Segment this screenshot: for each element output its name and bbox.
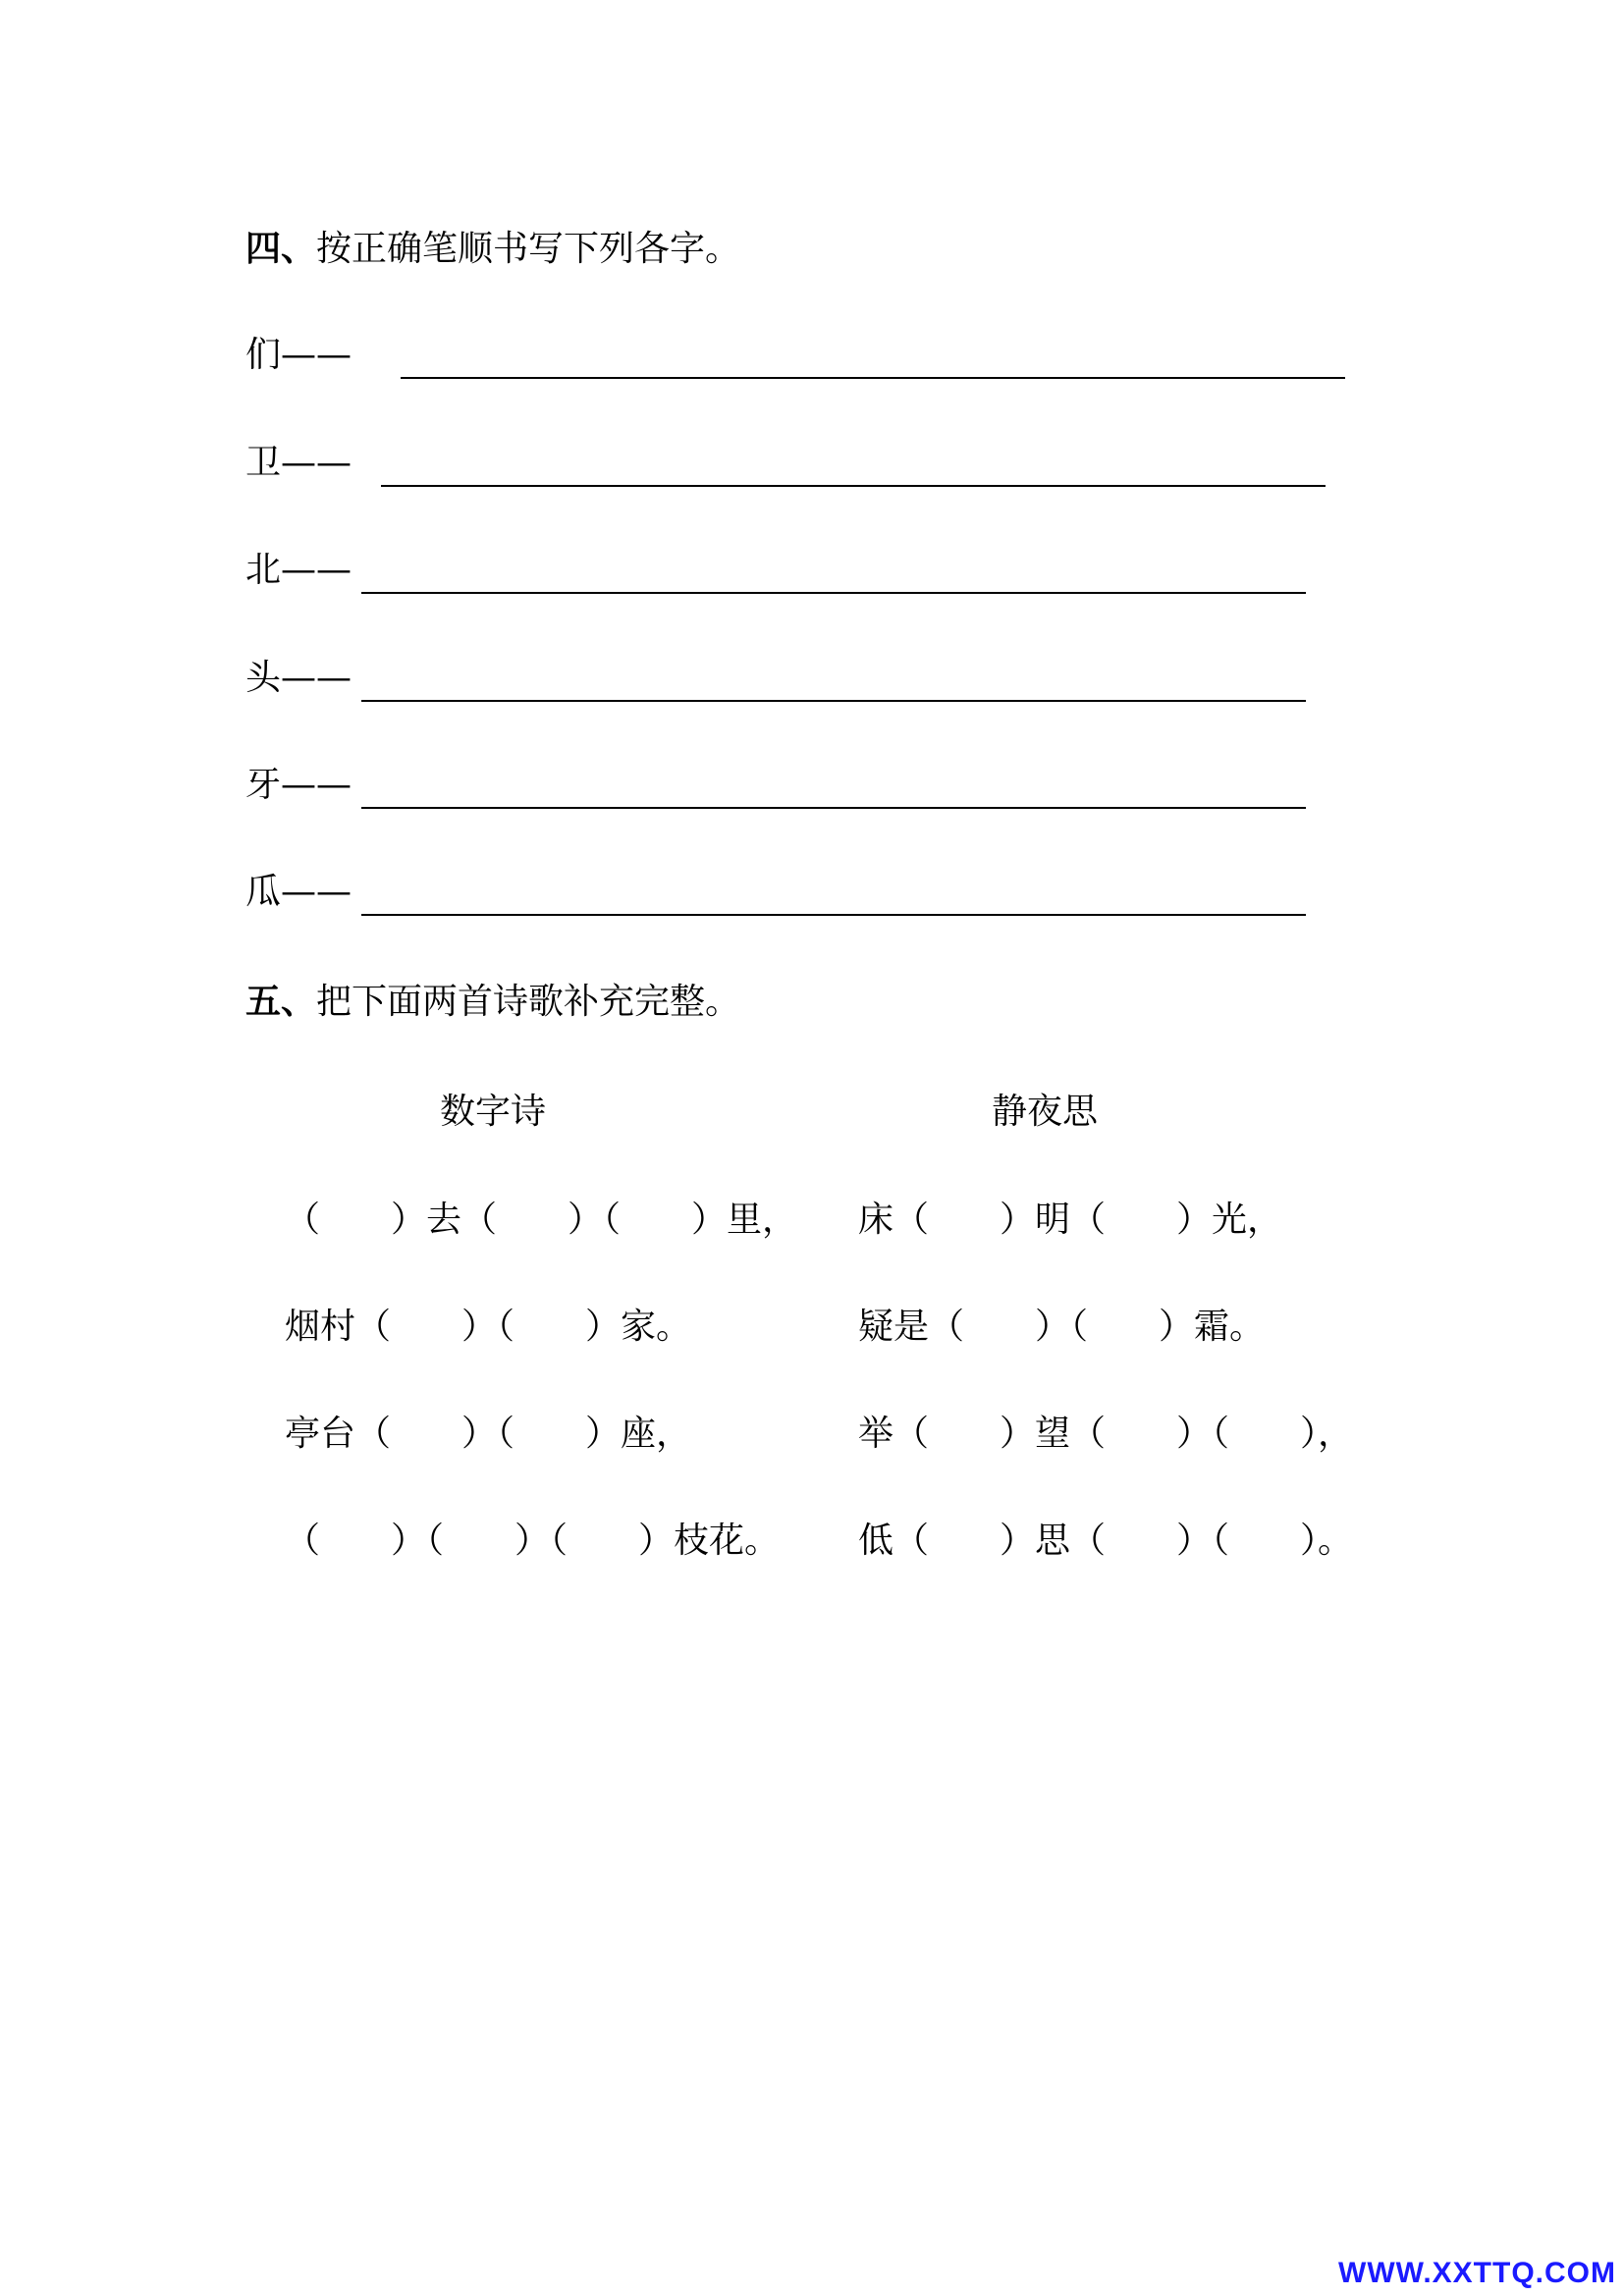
section-4-number: 四、 <box>245 228 317 269</box>
section-4-heading <box>245 224 740 274</box>
answer-blank-line[interactable] <box>361 592 1306 594</box>
answer-blank-line[interactable] <box>381 485 1326 487</box>
poem-left-line: （ ）去（ ）（ ）里， <box>285 1200 798 1240</box>
poem-right-title: 静夜思 <box>992 1092 1099 1132</box>
stroke-row-character: 北—— <box>245 550 352 590</box>
stroke-row <box>245 651 1345 706</box>
section-4-title: 按正确笔顺书写下列各字。 <box>316 229 741 269</box>
poem-right-line: 举（ ）望（ ）（ ）， <box>858 1414 1354 1454</box>
poem-left-line: 亭台（ ）（ ）座， <box>285 1414 692 1454</box>
stroke-row-character: 卫—— <box>245 443 352 483</box>
poem-left-line: （ ）（ ）（ ）枝花。 <box>285 1521 781 1561</box>
poem-left-title: 数字诗 <box>440 1092 547 1132</box>
poem-left-line: 烟村（ ）（ ）家。 <box>285 1307 692 1347</box>
site-watermark: WWW.XXTTQ.COM <box>1338 2257 1616 2289</box>
stroke-row <box>245 865 1345 920</box>
stroke-row <box>245 328 1345 383</box>
stroke-row <box>245 543 1345 598</box>
answer-blank-line[interactable] <box>401 377 1345 379</box>
section-5-heading <box>245 977 740 1027</box>
poem-right-line: 疑是（ ）（ ）霜。 <box>858 1307 1266 1347</box>
stroke-row-character: 头—— <box>245 658 352 698</box>
stroke-row-character: 牙—— <box>245 765 352 805</box>
poem-right-line: 床（ ）明（ ）光， <box>858 1200 1283 1240</box>
stroke-row-character: 们—— <box>245 335 352 375</box>
stroke-row <box>245 436 1345 491</box>
section-5-title: 把下面两首诗歌补充完整。 <box>316 982 741 1022</box>
stroke-row-character: 瓜—— <box>245 872 352 912</box>
answer-blank-line[interactable] <box>361 807 1306 809</box>
answer-blank-line[interactable] <box>361 700 1306 702</box>
stroke-row <box>245 758 1345 813</box>
section-5-number: 五、 <box>245 981 317 1022</box>
answer-blank-line[interactable] <box>361 914 1306 916</box>
poem-right-line: 低（ ）思（ ）（ ）。 <box>858 1521 1354 1561</box>
